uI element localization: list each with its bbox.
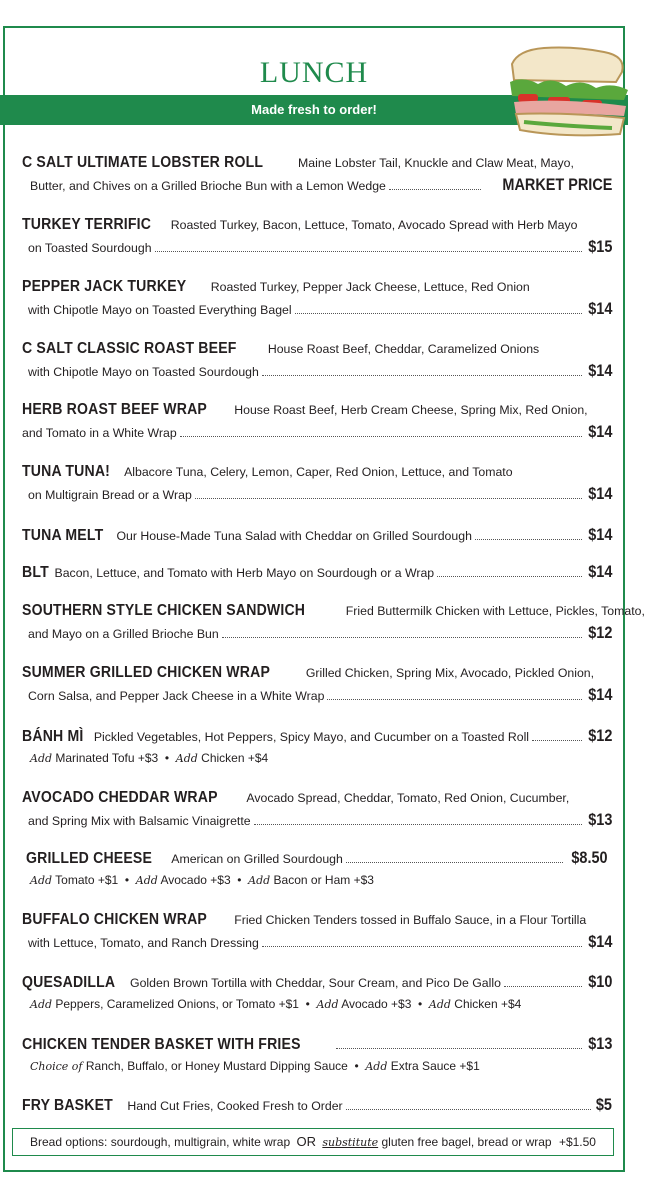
menu-item-pepper-jack-turkey [22, 278, 612, 319]
item-name: FRY BASKET [22, 1097, 113, 1114]
menu-item-tuna-tuna [22, 463, 612, 504]
item-description: with Chipotle Mayo on Toasted Everything Bagel [28, 303, 292, 317]
item-name: C SALT ULTIMATE LOBSTER ROLL [22, 154, 264, 171]
leader-dots [475, 539, 582, 540]
item-name: AVOCADO CHEDDAR WRAP [22, 789, 218, 806]
item-description: Grilled Chicken, Spring Mix, Avocado, Pickled Onion, [305, 666, 595, 680]
leader-dots [346, 1109, 591, 1110]
menu-item-grilled-cheese [26, 848, 608, 887]
leader-dots [295, 313, 582, 314]
leader-dots [180, 436, 582, 437]
item-description: Bacon, Lettuce, and Tomato with Herb Mayo on Sourdough or a Wrap [54, 566, 435, 580]
tagline-banner: Made fresh to order! [0, 95, 628, 125]
menu-item-banh-mi [22, 726, 612, 765]
bread-options-substitute: substitute [322, 1136, 379, 1149]
item-price: $12 [587, 623, 612, 642]
item-description: Roasted Turkey, Pepper Jack Cheese, Lettuce, Red Onion [210, 280, 530, 294]
leader-dots [254, 824, 582, 825]
item-description: House Roast Beef, Cheddar, Caramelized Onions [267, 342, 540, 356]
item-name: QUESADILLA [22, 974, 116, 991]
item-description: Avocado Spread, Cheddar, Tomato, Red Onion, Cucumber, [246, 791, 570, 805]
item-add-ons: Choice of Ranch, Buffalo, or Honey Mustard Dipping Sauce • Add Extra Sauce +$1 [30, 1059, 480, 1073]
item-description: Roasted Turkey, Bacon, Lettuce, Tomato, Avocado Spread with Herb Mayo [170, 218, 578, 232]
item-name: C SALT CLASSIC ROAST BEEF [22, 340, 237, 357]
leader-dots [195, 498, 582, 499]
item-description: Maine Lobster Tail, Knuckle and Claw Meat, Mayo, [298, 156, 574, 170]
sandwich-illustration [504, 42, 634, 142]
menu-item-fry-basket [22, 1095, 612, 1115]
bread-options-or: OR [296, 1134, 316, 1149]
leader-dots [155, 251, 582, 252]
item-price: $14 [587, 685, 612, 704]
item-price: $14 [587, 525, 612, 544]
leader-dots [327, 699, 581, 700]
leader-dots [336, 1048, 582, 1049]
menu-item-turkey-terrific [22, 216, 612, 257]
menu-item-buffalo-chicken-wrap [22, 911, 612, 952]
item-name: TUNA MELT [22, 527, 104, 544]
menu-item-classic-roast-beef [22, 340, 612, 381]
item-description: Fried Buttermilk Chicken with Lettuce, Pickles, Tomato, [345, 604, 645, 618]
item-description: Our House-Made Tuna Salad with Cheddar on Grilled Sourdough [116, 529, 472, 543]
item-price: $14 [587, 932, 612, 951]
item-description: Golden Brown Tortilla with Cheddar, Sour Cream, and Pico De Gallo [130, 976, 501, 990]
item-name: TURKEY TERRIFIC [22, 216, 152, 233]
item-description: Albacore Tuna, Celery, Lemon, Caper, Red Onion, Lettuce, and Tomato [124, 465, 513, 479]
item-price: $5 [595, 1095, 612, 1114]
item-description: American on Grilled Sourdough [171, 852, 343, 866]
bread-options-gluten-free: gluten free bagel, bread or wrap [381, 1135, 552, 1149]
bread-options-note [12, 1128, 614, 1156]
menu-item-lobster-roll [22, 154, 612, 195]
item-price: $12 [587, 726, 612, 745]
menu-item-blt [22, 562, 612, 582]
item-name: BÁNH MÌ [22, 728, 84, 745]
leader-dots [222, 637, 582, 638]
item-description: Corn Salsa, and Pepper Jack Cheese in a White Wrap [28, 689, 325, 703]
leader-dots [389, 189, 481, 190]
item-price: $13 [587, 1034, 612, 1053]
item-name: TUNA TUNA! [22, 463, 111, 480]
item-description: Pickled Vegetables, Hot Peppers, Spicy Mayo, and Cucumber on a Toasted Roll [93, 730, 530, 744]
item-description: and Tomato in a White Wrap [22, 426, 177, 440]
item-price: MARKET PRICE [502, 175, 612, 194]
item-description: Butter, and Chives on a Grilled Brioche Bun with a Lemon Wedge [30, 179, 386, 193]
menu-item-herb-roast-beef-wrap [22, 401, 612, 442]
item-price: $14 [587, 299, 612, 318]
item-description: Hand Cut Fries, Cooked Fresh to Order [127, 1099, 343, 1113]
menu-item-tuna-melt [22, 525, 612, 545]
item-description: with Lettuce, Tomato, and Ranch Dressing [28, 936, 259, 950]
item-add-ons: Add Marinated Tofu +$3 • Add Chicken +$4 [30, 751, 269, 765]
item-description: and Mayo on a Grilled Brioche Bun [28, 627, 219, 641]
item-price: $13 [587, 810, 612, 829]
leader-dots [262, 375, 582, 376]
item-price: $10 [587, 972, 612, 991]
leader-dots [532, 740, 582, 741]
item-price: $14 [587, 361, 612, 380]
item-name: GRILLED CHEESE [26, 850, 153, 867]
item-add-ons: Add Tomato +$1 • Add Avocado +$3 • Add Bacon or Ham +$3 [30, 873, 374, 887]
item-description: House Roast Beef, Herb Cream Cheese, Spring Mix, Red Onion, [234, 403, 588, 417]
leader-dots [262, 946, 582, 947]
leader-dots [504, 986, 582, 987]
menu-item-avocado-cheddar-wrap [22, 789, 612, 830]
item-price: $14 [587, 484, 612, 503]
item-name: PEPPER JACK TURKEY [22, 278, 187, 295]
item-description: with Chipotle Mayo on Toasted Sourdough [28, 365, 259, 379]
leader-dots [346, 862, 564, 863]
menu-item-summer-chicken-wrap [22, 664, 612, 705]
item-name: CHICKEN TENDER BASKET WITH FRIES [22, 1036, 301, 1053]
bread-options-text: Bread options: sourdough, multigrain, white wrap [30, 1135, 291, 1149]
item-price: $14 [587, 562, 612, 581]
item-name: HERB ROAST BEEF WRAP [22, 401, 208, 418]
menu-title: LUNCH [259, 56, 369, 89]
menu-item-quesadilla [22, 972, 612, 1011]
item-price: $8.50 [571, 848, 608, 867]
item-price: $15 [587, 237, 612, 256]
item-description: on Toasted Sourdough [28, 241, 152, 255]
item-add-ons: Add Peppers, Caramelized Onions, or Tomato +$1 • Add Avocado +$3 • Add Chicken +$4 [30, 997, 522, 1011]
item-price: $14 [587, 422, 612, 441]
menu-item-southern-chicken [22, 602, 645, 643]
item-description: Fried Chicken Tenders tossed in Buffalo Sauce, in a Flour Tortilla [234, 913, 587, 927]
item-name: SOUTHERN STYLE CHICKEN SANDWICH [22, 602, 306, 619]
item-description: on Multigrain Bread or a Wrap [28, 488, 192, 502]
item-name: SUMMER GRILLED CHICKEN WRAP [22, 664, 271, 681]
menu-item-chicken-tender-basket [22, 1034, 612, 1073]
item-name: BUFFALO CHICKEN WRAP [22, 911, 207, 928]
item-description: and Spring Mix with Balsamic Vinaigrette [28, 814, 251, 828]
leader-dots [437, 576, 582, 577]
item-name: BLT [22, 564, 49, 581]
bread-options-price: +$1.50 [558, 1135, 596, 1149]
